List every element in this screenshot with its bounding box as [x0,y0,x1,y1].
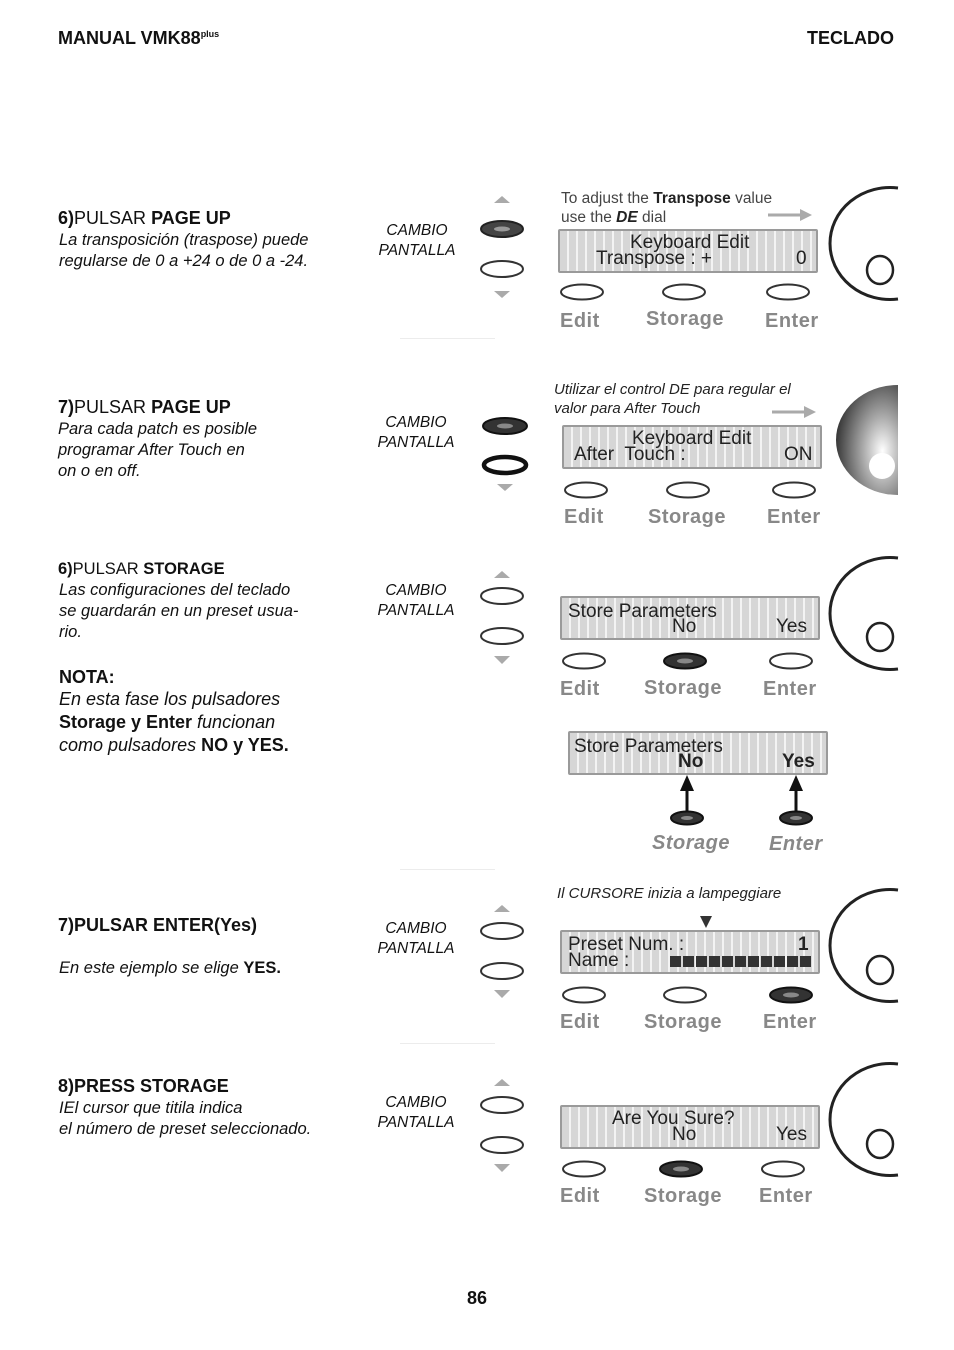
yes-no-arrows [668,773,828,829]
lcd-display: Are You Sure? No Yes [560,1105,820,1149]
cursor-marker-icon [700,916,712,930]
enter-label: Enter [759,1185,813,1207]
edit-label: Edit [560,310,600,332]
up-arrow-icon [494,571,510,578]
edit-button [563,654,605,669]
storage-label: Storage [652,832,730,854]
step-heading: 7)PULSAR ENTER(Yes) [58,915,258,935]
section-title: TECLADO [807,28,894,48]
edit-button [563,1162,605,1177]
function-buttons [556,282,816,302]
function-buttons [558,1159,818,1179]
step-heading: 7)PULSAR PAGE UP [58,397,231,417]
edit-label: Edit [560,678,600,700]
step-heading: 6)PULSAR PAGE UP [58,208,231,228]
enter-label: Enter [765,310,819,332]
cambio-pantalla-label: CAMBIO PANTALLA [377,1094,455,1131]
nota-title: NOTA: [59,667,115,687]
lcd-display: Keyboard Edit After Touch : ON [562,425,822,469]
storage-button [663,285,705,300]
page-down-button [481,628,523,644]
cambio-pantalla-label: CAMBIO PANTALLA [378,222,456,259]
page-up-button [481,1097,523,1113]
nota-body: En esta fase los pulsadores Storage y Enter funcionan como pulsadores NO y YES. [59,689,289,755]
step-description: Las configuraciones del teclado se guardarán en un preset usua- rio. [59,581,299,641]
enter-label: Enter [769,833,823,855]
cambio-pantalla-label: CAMBIO PANTALLA [377,414,455,451]
data-entry-dial [828,888,898,1003]
function-buttons [558,651,818,671]
lcd-display-yes-no: Store Parameters No Yes [568,731,828,775]
page-number: 86 [466,1288,488,1308]
storage-button [667,483,709,498]
data-entry-dial [828,556,898,671]
down-arrow-icon [494,1164,510,1172]
data-entry-dial [828,1062,898,1177]
lcd-display: Preset Num. : 1 Name : [560,930,820,974]
edit-button [561,285,603,300]
arrow-up-icon [680,775,694,791]
storage-label: Storage [644,1011,722,1033]
cambio-pantalla-label: CAMBIO PANTALLA [377,582,455,619]
hint-text: Il CURSORE inizia a lampeggiare [557,885,782,902]
page-buttons [476,195,528,305]
data-entry-dial-active [834,384,898,496]
page-buttons [477,1076,529,1176]
up-arrow-icon [494,1079,510,1086]
edit-button [563,988,605,1003]
step-heading: 8)PRESS STORAGE [58,1076,229,1096]
down-arrow-icon [497,484,513,491]
down-arrow-icon [494,291,510,298]
function-buttons [558,985,818,1005]
page-up-button [481,588,523,604]
storage-label: Storage [644,1185,722,1207]
edit-label: Edit [564,506,604,528]
hint-text: To adjust the Transpose value use the DE dial [561,190,773,226]
enter-label: Enter [767,506,821,528]
page-up-button [481,923,523,939]
lcd-display: Store Parameters No Yes [560,596,820,640]
name-cursor-blocks [670,956,812,967]
arrow-up-icon [789,775,803,791]
edit-button [565,483,607,498]
page-down-button [481,261,523,277]
page-down-button [481,1137,523,1153]
function-buttons [560,480,820,500]
step-description: Para cada patch es posible programar After Touch en on o en off. [58,420,258,480]
up-arrow-icon [494,905,510,912]
edit-label: Edit [560,1185,600,1207]
arrow-right-icon [768,208,813,222]
up-arrow-icon [494,196,510,203]
down-arrow-icon [494,990,510,998]
storage-button [664,988,706,1003]
data-entry-dial [828,186,898,301]
lcd-display: Keyboard Edit Transpose : + 0 [558,229,818,273]
step-description: La transposición (traspose) puede regularse de 0 a +24 o de 0 a -24. [59,231,309,270]
page-buttons [477,568,529,668]
enter-button [767,285,809,300]
step-description: IEl cursor que titila indica el número de preset seleccionado. [59,1099,312,1138]
step-description: En este ejemplo se elige YES. [59,959,281,977]
arrow-right-icon [772,405,817,419]
storage-label: Storage [648,506,726,528]
hint-text: Utilizar el control DE para regular el valor para After Touch [554,381,791,417]
enter-button [770,654,812,669]
edit-label: Edit [560,1011,600,1033]
enter-label: Enter [763,678,817,700]
storage-label: Storage [646,308,724,330]
enter-button [762,1162,804,1177]
down-arrow-icon [494,656,510,664]
page-down-button [484,457,526,473]
enter-button [773,483,815,498]
page-buttons [479,400,531,496]
manual-title: MANUAL $VMK88^{plus}$ [58,28,220,48]
step-heading: 6)PULSAR STORAGE [58,560,225,578]
cambio-pantalla-label: CAMBIO PANTALLA [377,920,455,957]
page-buttons [477,902,529,1002]
storage-label: Storage [644,677,722,699]
enter-label: Enter [763,1011,817,1033]
page-down-button [481,963,523,979]
